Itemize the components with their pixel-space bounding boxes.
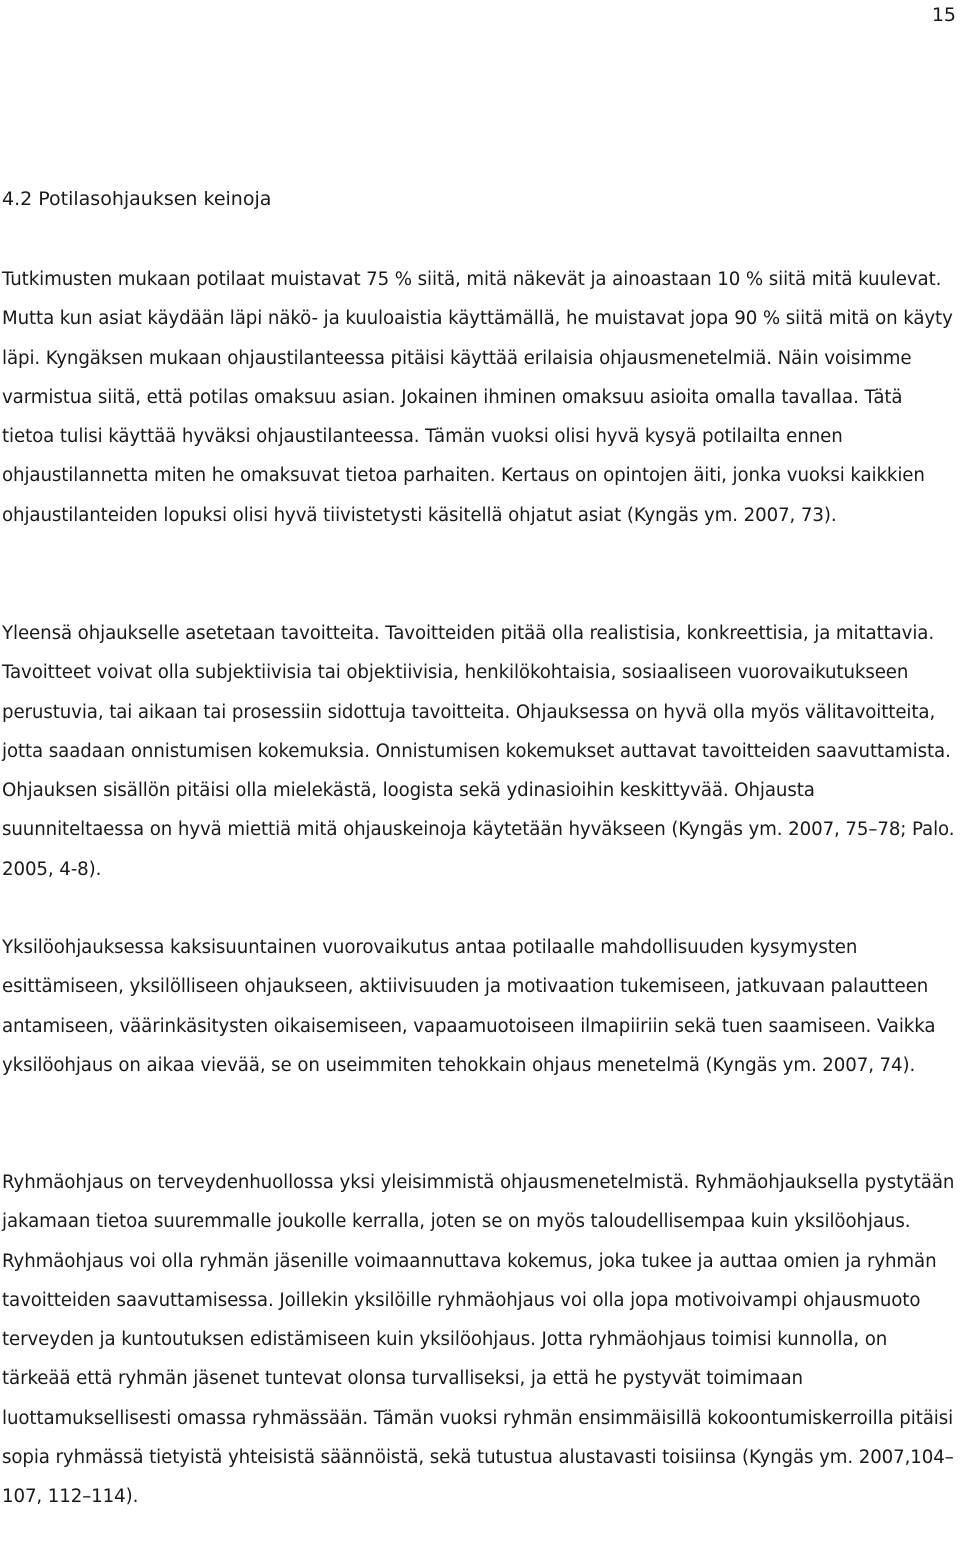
page-number: 15 bbox=[931, 4, 956, 26]
paragraph-guidance-goals: Yleensä ohjaukselle asetetaan tavoitteita. Tavoitteiden pitää olla realistisia, konkreettisia, ja mitattavia. Tavoitteet voivat olla subjektiivisia tai objektiivisia, henkilökohtaisia, sosiaaliseen vuorovaikutukseen perustuvia, tai aikaan tai prosessiin sidottuja tavoitteita. Ohjauksessa on hyvä olla myös välitavoitteita, jotta saadaan onnistumisen kokemuksia. Onnistumisen kokemukset auttavat tavoitteiden saavuttamista. Ohjauksen sisällön pitäisi olla mielekästä, loogista sekä ydinasioihin keskittyvää. Ohjausta suunniteltaessa on hyvä miettiä mitä ohjauskeinoja käytetään hyväkseen (Kyngäs ym. 2007, 75–78; Palo. 2005, 4-8). bbox=[2, 623, 955, 880]
paragraph-individual-guidance: Yksilöohjauksessa kaksisuuntainen vuorovaikutus antaa potilaalle mahdollisuuden kysymysten esittämiseen, yksilölliseen ohjaukseen, aktiivisuuden ja motivaation tukemiseen, jatkuvaan palautteen antamiseen, väärinkäsitysten oikaisemiseen, vapaamuotoiseen ilmapiiriin sekä tuen saamiseen. Vaikka yksilöohjaus on aikaa vievää, se on useimmiten tehokkain ohjaus menetelmä (Kyngäs ym. 2007, 74). bbox=[2, 937, 936, 1076]
paragraph-memory-retention: Tutkimusten mukaan potilaat muistavat 75 % siitä, mitä näkevät ja ainoastaan 10 % siitä mitä kuulevat. Mutta kun asiat käydään läpi näkö- ja kuuloaistia käyttämällä, he muistavat jopa 90 % siitä mitä on käyty läpi. Kyngäksen mukaan ohjaustilanteessa pitäisi käyttää erilaisia ohjausmenetelmiä. Näin voisimme varmistua siitä, että potilas omaksuu asian. Jokainen ihminen omaksuu asioita omalla tavallaa. Tätä tietoa tulisi käyttää hyväksi ohjaustilanteessa. Tämän vuoksi olisi hyvä kysyä potilailta ennen ohjaustilannetta miten he omaksuvat tietoa parhaiten. Kertaus on opintojen äiti, jonka vuoksi kaikkien ohjaustilanteiden lopuksi olisi hyvä tiivistetysti käsitellä ohjatut asiat (Kyngäs ym. 2007, 73). bbox=[2, 269, 953, 526]
section-heading: 4.2 Potilasohjauksen keinoja bbox=[2, 188, 272, 210]
paragraph-group-guidance: Ryhmäohjaus on terveydenhuollossa yksi yleisimmistä ohjausmenetelmistä. Ryhmäohjauksella pystytään jakamaan tietoa suuremmalle joukolle kerralla, joten se on myös taloudellisempaa kuin yksilöohjaus. Ryhmäohjaus voi olla ryhmän jäsenille voimaannuttava kokemus, joka tukee ja auttaa omien ja ryhmän tavoitteiden saavuttamisessa. Joillekin yksilöille ryhmäohjaus voi olla jopa motivoivampi ohjausmuoto terveyden ja kuntoutuksen edistämiseen kuin yksilöohjaus. Jotta ryhmäohjaus toimisi kunnolla, on tärkeää että ryhmän jäsenet tuntevat olonsa turvalliseksi, ja että he pystyvät toimimaan luottamuksellisesti omassa ryhmässään. Tämän vuoksi ryhmän ensimmäisillä kokoontumiskerroilla pitäisi sopia ryhmässä tietyistä yhteisistä säännöistä, sekä tutustua alustavasti toisiinsa (Kyngäs ym. 2007,104–107, 112–114). bbox=[2, 1172, 955, 1508]
